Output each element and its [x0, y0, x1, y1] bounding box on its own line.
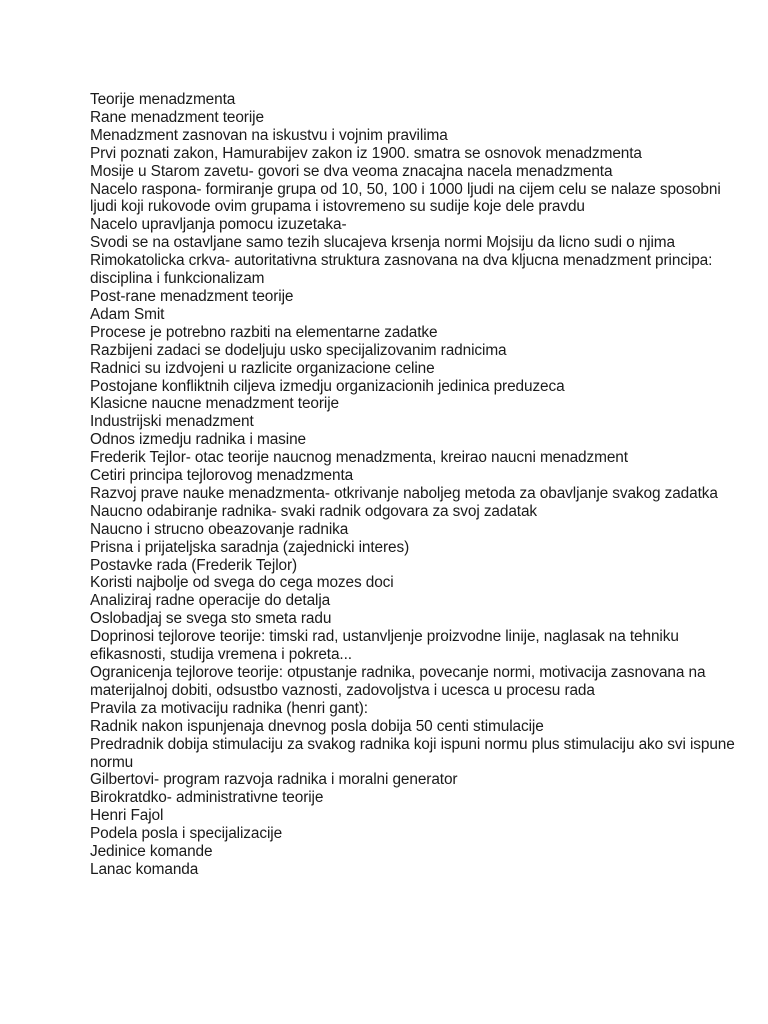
text-line: Klasicne naucne menadzment teorije	[90, 395, 339, 413]
text-line: Jedinice komande	[90, 843, 213, 861]
text-line: Pravila za motivaciju radnika (henri gant):	[90, 699, 368, 717]
text-line: Naucno odabiranje radnika- svaki radnik odgovara za svoj zadatak	[90, 502, 538, 520]
text-line: Frederik Tejlor- otac teorije naucnog menadzmenta, kreirao naucni menadzment	[90, 449, 628, 467]
text-line: Odnos izmedju radnika i masine	[90, 431, 306, 449]
text-line: Post-rane menadzment teorije	[90, 287, 294, 305]
text-line: Cetiri principa tejlorovog menadzmenta	[90, 467, 354, 485]
text-line: Prisna i prijateljska saradnja (zajednicki interes)	[90, 538, 410, 556]
text-line: Analiziraj radne operacije do detalja	[90, 592, 331, 610]
document-title: Teorije menadzmenta	[90, 91, 236, 108]
text-line: Postojane konfliktnih ciljeva izmedju organizacionih jedinica preduzeca	[90, 377, 565, 395]
text-line: Ogranicenja tejlorove teorije: otpustanje radnika, povecanje normi, motivacija zasnovana na materijalnoj dobiti, odsustbo vaznosti, zadovoljstva i ucesca u procesu rada	[90, 664, 706, 699]
text-line: Oslobadjaj se svega sto smeta radu	[90, 610, 332, 628]
text-line: Birokratdko- administrativne teorije	[90, 789, 324, 807]
text-line: Rane menadzment teorije	[90, 108, 264, 126]
text-line: Procese je potrebno razbiti na elementarne zadatke	[90, 323, 438, 341]
text-line: Svodi se na ostavljane samo tezih slucajeva krsenja normi Mojsiju da licno sudi o njima	[90, 234, 675, 252]
text-line: Doprinosi tejlorove teorije: timski rad, ustanvljenje proizvodne linije, naglasak na tehniku efikasnosti, studija vremena i pokreta...	[90, 628, 679, 664]
text-line: Menadzment zasnovan na iskustvu i vojnim pravilima	[90, 126, 448, 144]
document-body	[90, 91, 740, 879]
text-line: Industrijski menadzment	[90, 413, 254, 431]
text-line: Nacelo raspona- formiranje grupa od 10, 50, 100 i 1000 ljudi na cijem celu se nalaze sposobni ljudi koji rukovode ovim grupama i istovremeno su sudije koje dele pravdu	[90, 180, 721, 216]
text-line: Mosije u Starom zavetu- govori se dva veoma znacajna nacela menadzmenta	[90, 162, 613, 180]
text-line: Predradnik dobija stimulaciju za svakog radnika koji ispuni normu plus stimulaciju ako svi ispune normu	[90, 735, 735, 771]
text-line: Postavke rada (Frederik Tejlor)	[90, 556, 298, 574]
text-line: Radnici su izdvojeni u razlicite organizacione celine	[90, 359, 435, 377]
text-line: Adam Smit	[90, 305, 165, 323]
text-line: Henri Fajol	[90, 807, 164, 825]
text-line: Koristi najbolje od svega do cega mozes doci	[90, 574, 394, 592]
text-line: Naucno i strucno obeazovanje radnika	[90, 520, 349, 538]
text-line: Gilbertovi- program razvoja radnika i moralni generator	[90, 771, 458, 789]
text-line: Radnik nakon ispunjenaja dnevnog posla dobija 50 centi stimulacije	[90, 717, 544, 735]
text-line: Prvi poznati zakon, Hamurabijev zakon iz 1900. smatra se osnovok menadzmenta	[90, 144, 642, 162]
text-line: Podela posla i specijalizacije	[90, 825, 283, 843]
text-line: Razbijeni zadaci se dodeljuju usko specijalizovanim radnicima	[90, 341, 507, 359]
text-line: Nacelo upravljanja pomocu izuzetaka-	[90, 216, 347, 234]
text-line: Rimokatolicka crkva- autoritativna struktura zasnovana na dva kljucna menadzment principa: disciplina i funkcionalizam	[90, 252, 713, 288]
text-line: Razvoj prave nauke menadzmenta- otkrivanje naboljeg metoda za obavljanje svakog zadatka	[90, 484, 718, 502]
text-line: Lanac komanda	[90, 860, 199, 878]
